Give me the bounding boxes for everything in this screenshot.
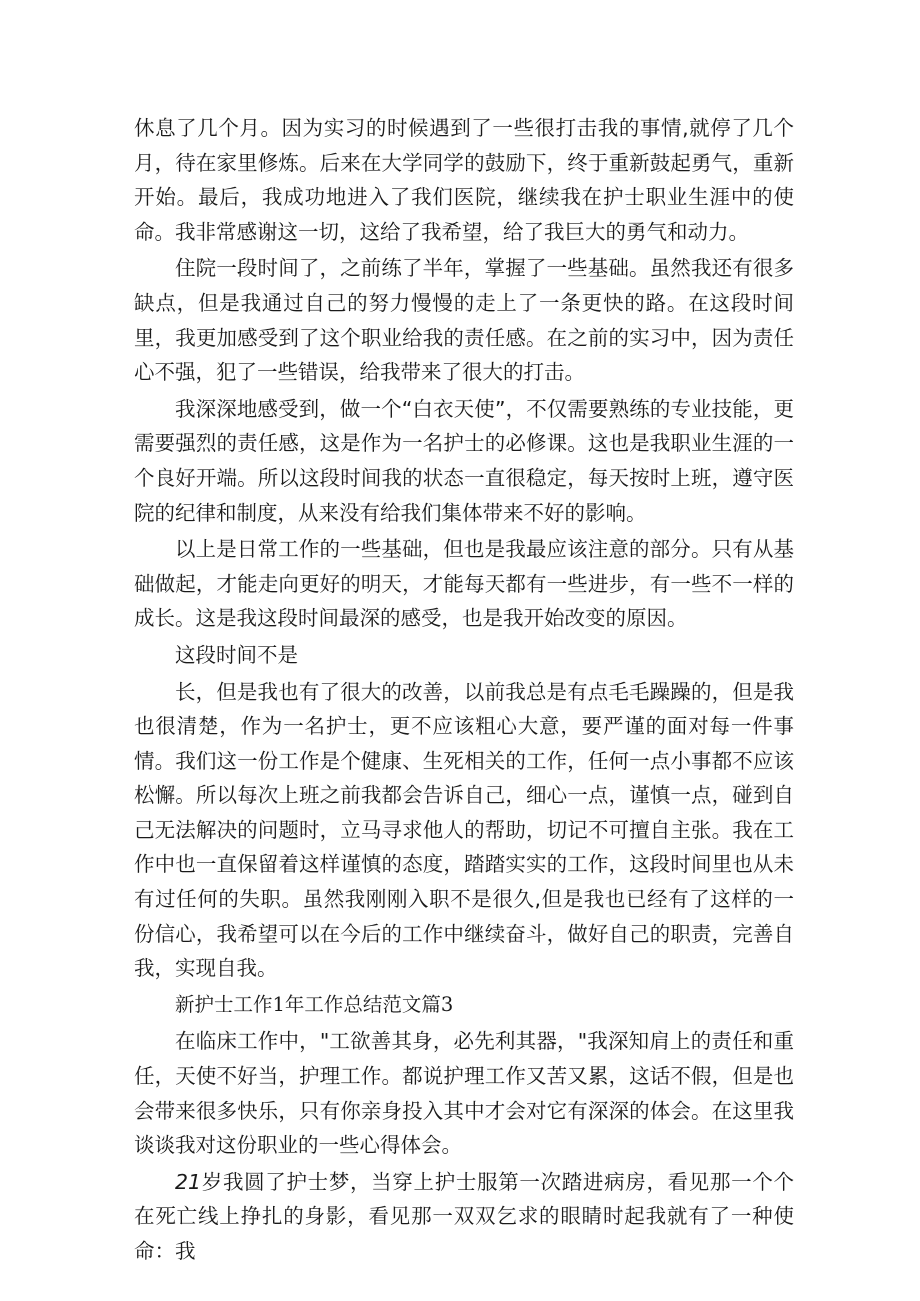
age-number: 21	[175, 1169, 202, 1194]
paragraph-4: 以上是日常工作的一些基础，但也是我最应该注意的部分。只有从基础做起，才能走向更好的明天，才能每天都有一些进步，有一些不一样的成长。这是我这段时间最深的感受，也是我开始改变的原因。	[134, 537, 794, 631]
paragraph-8	[134, 1165, 794, 1269]
paragraph-6: 长，但是我也有了很大的改善，以前我总是有点毛毛躁躁的，但是我也很清楚，作为一名护士，更不应该粗心大意，要严谨的面对每一件事情。我们这一份工作是个健康、生死相关的工作，任何一点小事都不应该松懈。所以每次上班之前我都会告诉自己，细心一点，谨慎一点，碰到自己无法解决的问题时，立马寻求他人的帮助，切记不可擅自主张。我在工作中也一直保留着这样谨慎的态度，踏踏实实的工作，这段时间里也从未有过任何的失职。虽然我刚刚入职不是很久,但是我也已经有了这样的一份信心，我希望可以在今后的工作中继续奋斗，做好自己的职责，完善自我，实现自我。	[134, 679, 794, 981]
document-body	[134, 111, 794, 1271]
paragraph-8-text: 岁我圆了护士梦，当穿上护士服第一次踏进病房，看见那一个个在死亡线上挣扎的身影，看见那一双双乞求的眼睛时起我就有了一种使命：我	[134, 1169, 794, 1263]
paragraph-2: 住院一段时间了，之前练了半年，掌握了一些基础。虽然我还有很多缺点，但是我通过自己的努力慢慢的走上了一条更快的路。在这段时间里，我更加感受到了这个职业给我的责任感。在之前的实习中，因为责任心不强，犯了一些错误，给我带来了很大的打击。	[134, 256, 794, 385]
paragraph-3: 我深深地感受到，做一个“白衣天使”，不仅需要熟练的专业技能，更需要强烈的责任感，这是作为一名护士的必修课。这也是我职业生涯的一个良好开端。所以这段时间我的状态一直很稳定，每天按时上班，遵守医院的纪律和制度，从来没有给我们集体带来不好的影响。	[134, 396, 794, 525]
section-heading: 新护士工作1年工作总结范文篇3	[175, 992, 454, 1016]
paragraph-1: 休息了几个月。因为实习的时候遇到了一些很打击我的事情,就停了几个月，待在家里修炼。后来在大学同学的鼓励下，终于重新鼓起勇气，重新开始。最后，我成功地进入了我们医院，继续我在护士职业生涯中的使命。我非常感谢这一切，这给了我希望，给了我巨大的勇气和动力。	[134, 116, 794, 244]
paragraph-5: 这段时间不是	[175, 642, 298, 667]
paragraph-7: 在临床工作中，"工欲善其身，必先利其器，"我深知肩上的责任和重任，天使不好当，护理工作。都说护理工作又苦又累，这话不假，但是也会带来很多快乐，只有你亲身投入其中才会对它有深深的体会。在这里我谈谈我对这份职业的一些心得体会。	[134, 1029, 794, 1158]
